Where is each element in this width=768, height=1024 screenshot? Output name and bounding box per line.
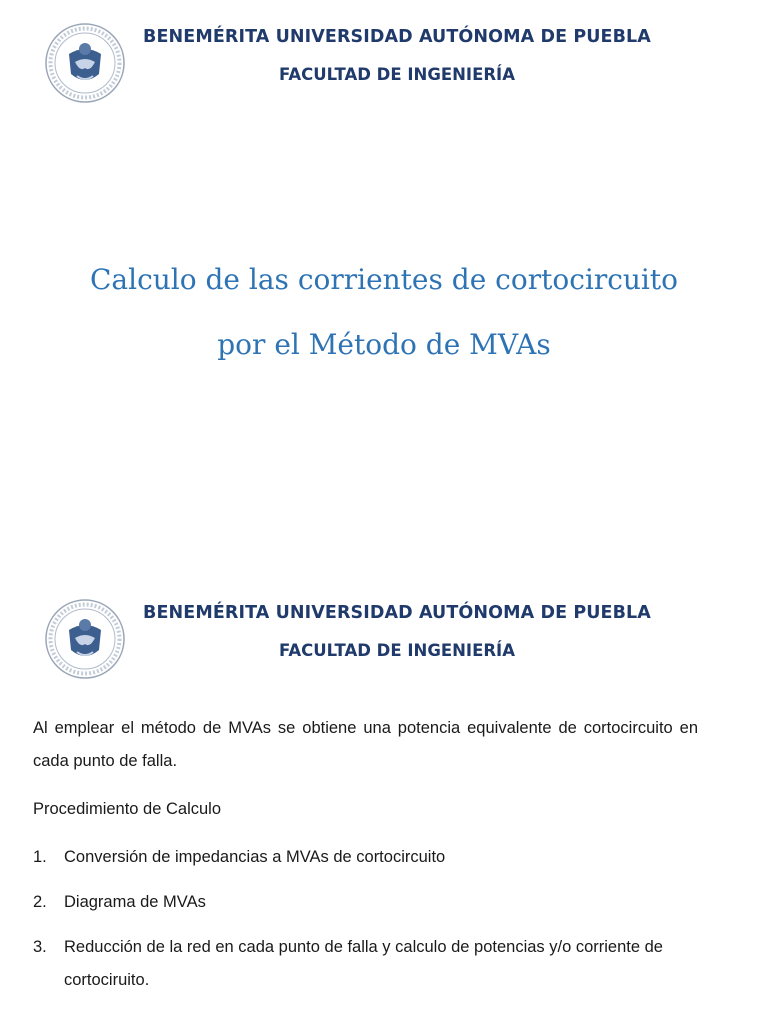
list-text: Diagrama de MVAs bbox=[64, 893, 206, 911]
list-item bbox=[33, 886, 713, 919]
list-number: 3. bbox=[33, 938, 47, 956]
list-item bbox=[33, 931, 713, 997]
list-item bbox=[33, 841, 713, 874]
document-title-line-1: Calculo de las corrientes de cortocircuito bbox=[90, 263, 678, 296]
university-seal-icon bbox=[44, 22, 126, 104]
university-name: BENEMÉRITA UNIVERSIDAD AUTÓNOMA DE PUEBLA bbox=[143, 603, 651, 623]
faculty-name: FACULTAD DE INGENIERÍA bbox=[279, 641, 515, 660]
university-name: BENEMÉRITA UNIVERSIDAD AUTÓNOMA DE PUEBLA bbox=[143, 27, 651, 47]
faculty-name: FACULTAD DE INGENIERÍA bbox=[279, 65, 515, 84]
university-seal-icon bbox=[44, 598, 126, 680]
list-number: 2. bbox=[33, 893, 47, 911]
intro-paragraph: Al emplear el método de MVAs se obtiene una potencia equivalente de cortocircuito en cada punto de falla. bbox=[33, 719, 698, 770]
list-text: Conversión de impedancias a MVAs de cortocircuito bbox=[64, 848, 446, 866]
page2-header bbox=[0, 598, 768, 688]
list-text: Reducción de la red en cada punto de falla y calculo de potencias y/o corriente de cortociruito. bbox=[64, 938, 663, 989]
section-heading: Procedimiento de Calculo bbox=[33, 800, 222, 818]
document-title-line-2: por el Método de MVAs bbox=[217, 328, 551, 361]
list-number: 1. bbox=[33, 848, 47, 866]
page1-header bbox=[0, 22, 768, 112]
